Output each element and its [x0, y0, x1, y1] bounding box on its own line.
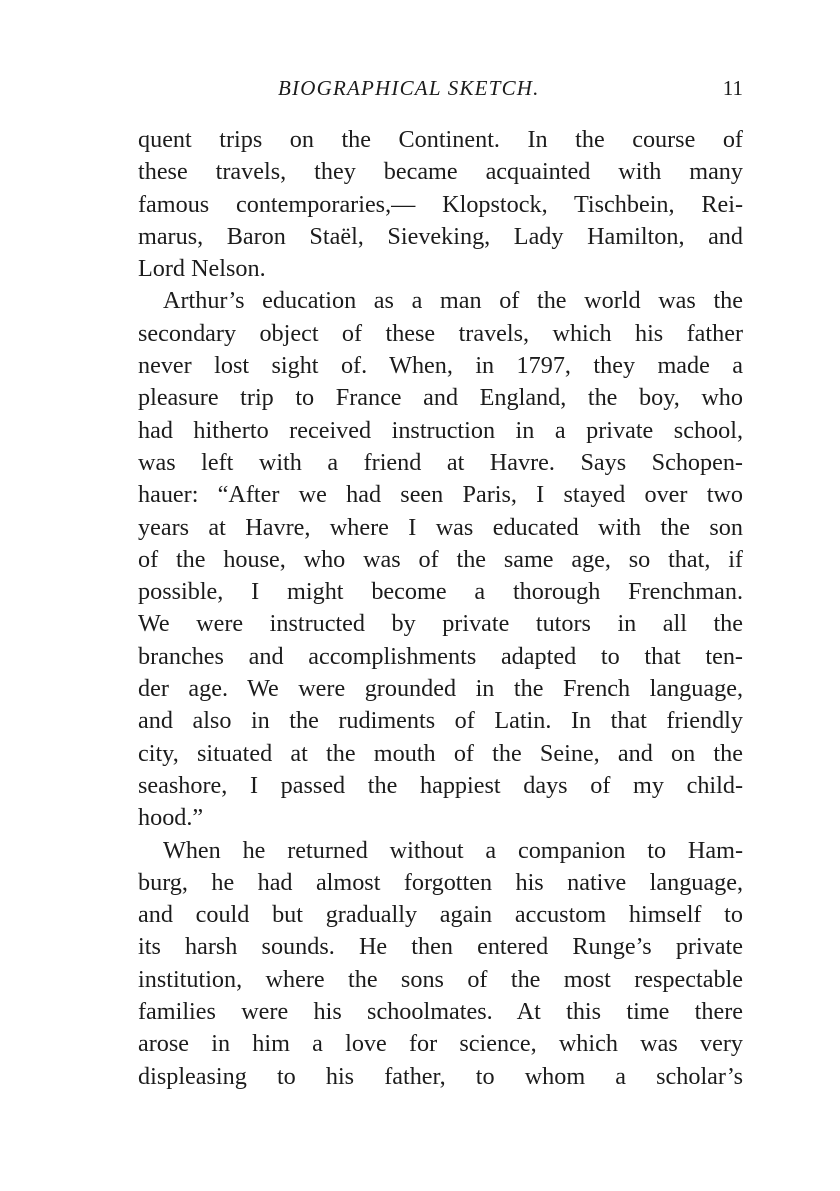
- text-line: marus, Baron Staël, Sieveking, Lady Hamilton, and: [138, 222, 743, 250]
- text-line: branches and accomplishments adapted to that ten-: [138, 642, 743, 670]
- text-line: never lost sight of. When, in 1797, they made a: [138, 352, 743, 380]
- text-line: hauer: “After we had seen Paris, I stayed over two: [138, 481, 743, 509]
- text-line: and could but gradually again accustom himself to: [138, 901, 743, 929]
- page-header: [138, 76, 743, 102]
- text-line: displeasing to his father, to whom a scholar’s: [138, 1062, 743, 1090]
- text-line: years at Havre, where I was educated with the son: [138, 513, 743, 541]
- text-line: its harsh sounds. He then entered Runge’s private: [138, 933, 743, 961]
- text-line: possible, I might become a thorough Frenchman.: [138, 578, 743, 606]
- text-line: institution, where the sons of the most respectable: [138, 965, 743, 993]
- text-line: hood.”: [138, 804, 204, 832]
- text-line: pleasure trip to France and England, the boy, who: [138, 384, 743, 412]
- text-line: der age. We were grounded in the French language,: [138, 675, 743, 703]
- text-line: Arthur’s education as a man of the world was the: [163, 287, 743, 315]
- text-line: was left with a friend at Havre. Says Schopen-: [138, 448, 743, 476]
- text-line: famous contemporaries,— Klopstock, Tischbein, Rei-: [138, 190, 743, 218]
- page-number: 11: [722, 76, 743, 100]
- text-line: city, situated at the mouth of the Seine, and on the: [138, 739, 743, 767]
- text-line: and also in the rudiments of Latin. In that friendly: [138, 707, 743, 735]
- running-head: BIOGRAPHICAL SKETCH.: [278, 76, 540, 100]
- text-line: of the house, who was of the same age, so that, if: [138, 545, 743, 573]
- text-line: quent trips on the Continent. In the course of: [138, 126, 743, 153]
- text-line: burg, he had almost forgotten his native language,: [138, 868, 743, 896]
- text-line: When he returned without a companion to Ham-: [163, 836, 743, 864]
- text-line: families were his schoolmates. At this time there: [138, 998, 743, 1026]
- text-line: these travels, they became acquainted with many: [138, 158, 743, 186]
- text-line: Lord Nelson.: [138, 255, 266, 283]
- text-line: seashore, I passed the happiest days of my child-: [138, 771, 743, 799]
- text-line: secondary object of these travels, which his father: [138, 319, 743, 347]
- body-text: [138, 124, 743, 1093]
- text-line: arose in him a love for science, which was very: [138, 1030, 743, 1058]
- text-line: We were instructed by private tutors in all the: [138, 610, 743, 638]
- text-line: had hitherto received instruction in a private school,: [138, 416, 743, 444]
